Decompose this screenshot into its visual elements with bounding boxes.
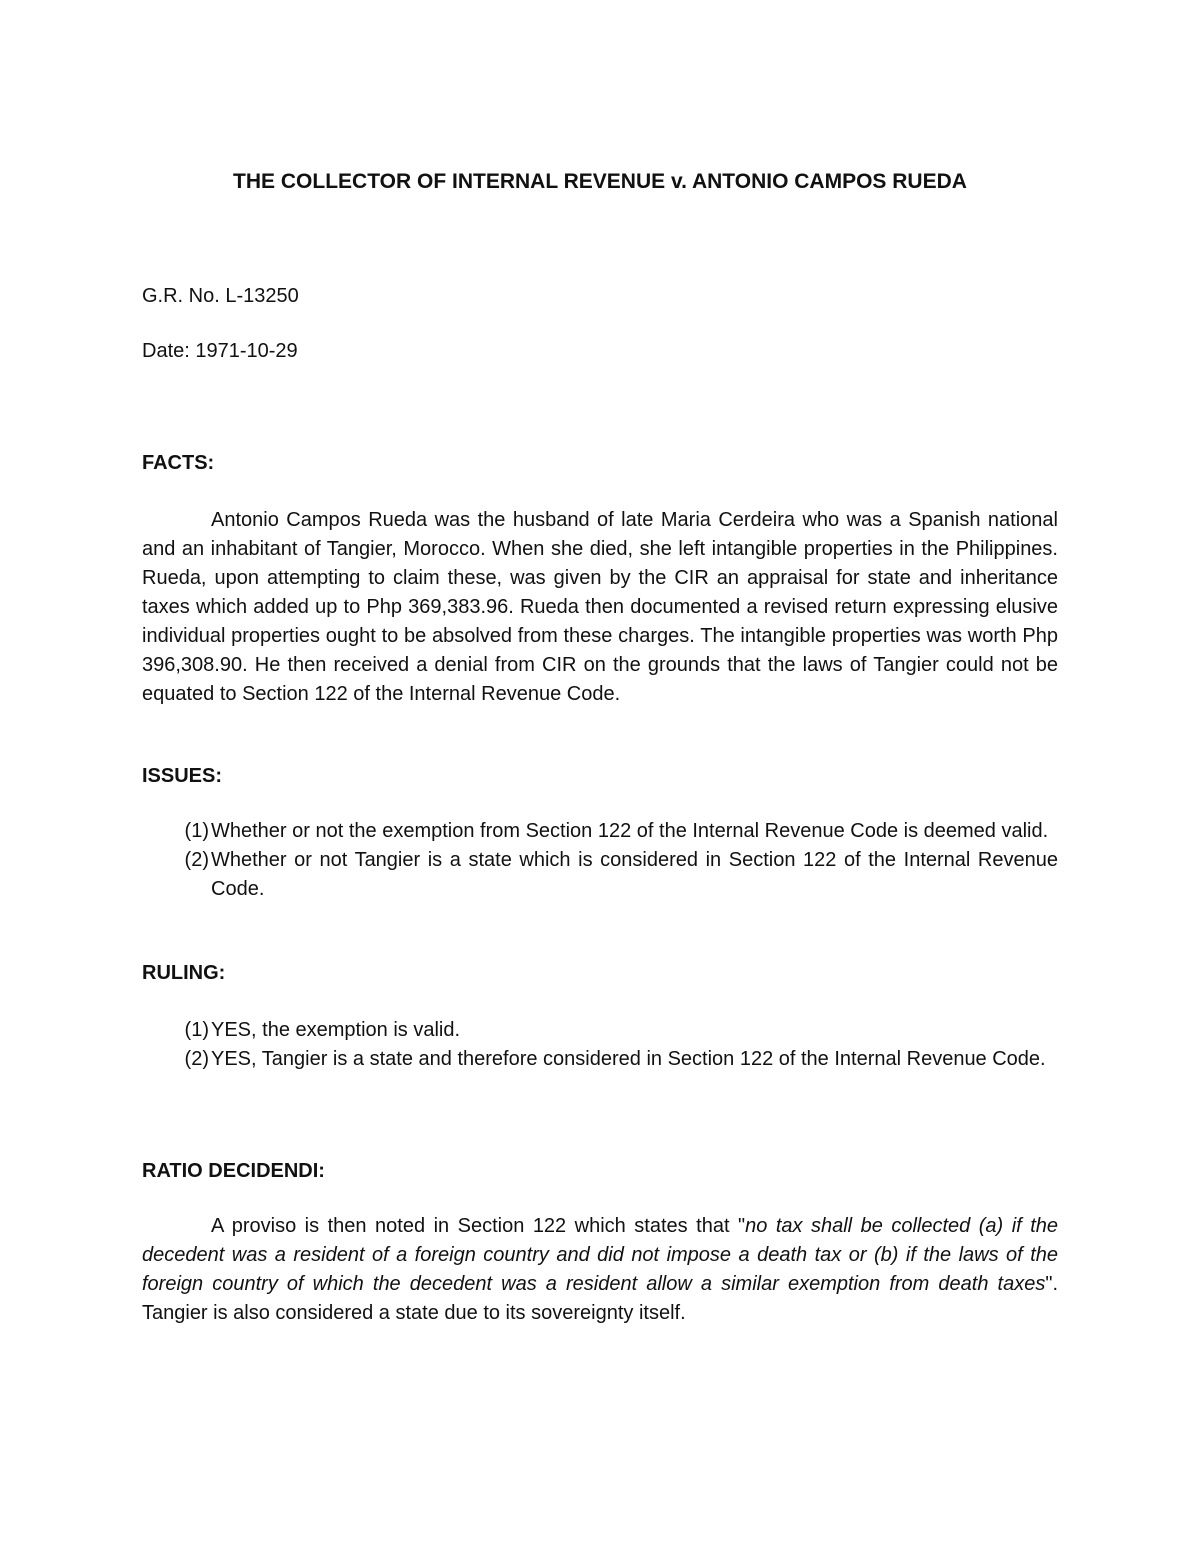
- list-item-text: YES, the exemption is valid.: [211, 1019, 461, 1041]
- decision-date: Date: 1971-10-29: [142, 340, 298, 362]
- ratio-text-after: ". Tangier is also considered a state due to its sovereignty itself.: [142, 1273, 1058, 1324]
- document-title: THE COLLECTOR OF INTERNAL REVENUE v. ANTONIO CAMPOS RUEDA: [233, 170, 967, 193]
- ratio-text-before: A proviso is then noted in Section 122 which states that ": [211, 1215, 746, 1237]
- ratio-paragraph: [142, 1212, 1058, 1328]
- list-item-text: Whether or not Tangier is a state which is considered in Section 122 of the Internal Revenue Code.: [211, 849, 1058, 900]
- issues-heading: ISSUES:: [142, 765, 223, 787]
- facts-paragraph: Antonio Campos Rueda was the husband of late Maria Cerdeira who was a Spanish national and an inhabitant of Tangier, Morocco. When she died, she left intangible properties in the Philippines. Rueda, upon attempting to claim these, was given by the CIR an appraisal for state and inheritance taxes which added up to Php 369,383.96. Rueda then documented a revised return expressing elusive individual properties ought to be absolved from these charges. The intangible properties was worth Php 396,308.90. He then received a denial from CIR on the grounds that the laws of Tangier could not be equated to Section 122 of the Internal Revenue Code.: [142, 509, 1058, 705]
- list-item-number: (2): [184, 1048, 209, 1070]
- list-item-number: (1): [184, 820, 209, 842]
- ruling-list: [142, 1016, 1058, 1074]
- facts-heading: FACTS:: [142, 452, 215, 474]
- issues-list: [142, 817, 1058, 904]
- list-item-text: Whether or not the exemption from Section 122 of the Internal Revenue Code is deemed valid.: [211, 820, 1049, 842]
- list-item-text: YES, Tangier is a state and therefore considered in Section 122 of the Internal Revenue Code.: [211, 1048, 1046, 1070]
- list-item: [142, 1045, 1058, 1074]
- list-item-number: (2): [184, 849, 209, 871]
- ruling-heading: RULING:: [142, 962, 226, 984]
- list-item: [142, 817, 1058, 846]
- gr-number: G.R. No. L-13250: [142, 285, 299, 307]
- list-item: [142, 846, 1058, 904]
- ratio-quote: no tax shall be collected (a) if the decedent was a resident of a foreign country and did not impose a death tax or (b) if the laws of the foreign country of which the decedent was a resident allow a similar exemption from death taxes: [142, 1215, 1058, 1295]
- list-item: [142, 1016, 1058, 1045]
- ratio-heading: RATIO DECIDENDI:: [142, 1160, 325, 1182]
- list-item-number: (1): [184, 1019, 209, 1041]
